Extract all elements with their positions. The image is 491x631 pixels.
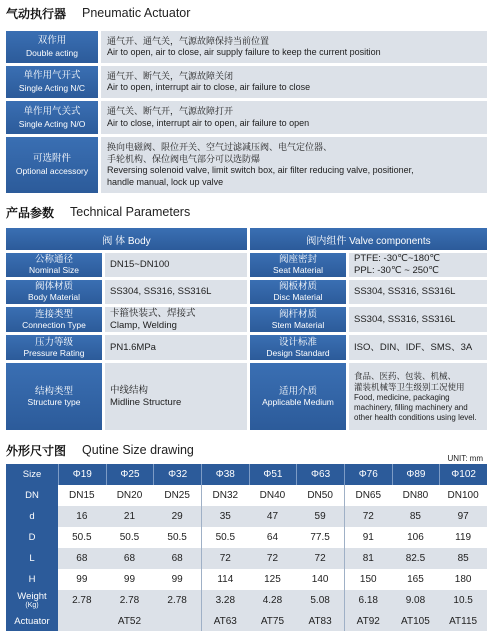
value-line: SS304, SS316, SS316L <box>354 313 456 325</box>
value-small-line: other health conditions using level. <box>354 412 477 422</box>
actuator-model-cell: AT63 <box>201 611 249 631</box>
param-label <box>6 280 102 304</box>
actuator-row-value <box>101 137 487 193</box>
size-cell: 72 <box>249 548 297 569</box>
value-line: ISO、DIN、IDF、SMS、3A <box>354 341 473 353</box>
value-line: 换向电磁阀、限位开关、空气过滤减压阀、电气定位器、 <box>107 142 333 152</box>
param-value <box>105 253 247 277</box>
outline-title-en: Qutine Size drawing <box>82 443 194 457</box>
param-value <box>349 363 487 430</box>
outline-section-title <box>6 441 194 459</box>
value-line: Clamp, Welding <box>110 319 177 331</box>
actuator-row <box>6 66 487 98</box>
value-line: 通气开、断气关，气源故障关闭 <box>107 70 234 81</box>
actuator-model-cell: AT75 <box>249 611 297 631</box>
value-line: 中线结构 <box>110 384 149 396</box>
body-column-header: 阀 体 Body <box>6 228 247 250</box>
size-cell: 72 <box>344 506 392 527</box>
size-cell: 4.28 <box>249 590 297 611</box>
actuator-row-value <box>101 66 487 98</box>
label-cn: 可选附件 <box>32 153 71 164</box>
size-cell: DN25 <box>164 490 190 501</box>
label-en: Connection Type <box>22 319 86 330</box>
size-cell: Φ102 <box>439 464 487 485</box>
size-row <box>6 590 487 611</box>
size-cell: 16 <box>58 506 106 527</box>
param-value <box>105 335 247 360</box>
actuator-row-label <box>6 101 98 134</box>
param-label <box>250 335 346 360</box>
size-cell: 85 <box>392 506 440 527</box>
size-cell: Φ38 <box>201 464 249 485</box>
size-cell: DN100 <box>447 490 479 501</box>
size-cell: Φ76 <box>344 464 392 485</box>
size-row <box>6 569 487 590</box>
size-cell: 119 <box>455 532 472 543</box>
param-value <box>105 307 247 332</box>
size-cell: 72 <box>201 548 249 569</box>
size-cell: 6.18 <box>344 590 392 611</box>
technical-section-title <box>6 203 190 221</box>
size-cell: 5.08 <box>296 590 344 611</box>
unit-label: UNIT: mm <box>447 454 483 463</box>
label-cn: 单作用气关式 <box>23 105 81 117</box>
value-line: Midline Structure <box>110 396 182 408</box>
param-label <box>250 280 346 304</box>
size-cell: 77.5 <box>310 532 330 543</box>
label-cn: 阀座密封 <box>278 254 317 265</box>
size-cell: Φ51 <box>249 464 297 485</box>
label-cn: 阀板材质 <box>278 281 317 292</box>
value-line: PTFE: -30℃~180℃ <box>354 253 441 264</box>
technical-title-en: Technical Parameters <box>70 205 191 219</box>
actuator-model-cell: AT92 <box>344 611 392 631</box>
label-cn: 压力等级 <box>34 336 73 348</box>
size-cell: 2.78 <box>58 590 106 611</box>
size-cell: DN15 <box>69 490 95 501</box>
actuator-title-en: Pneumatic Actuator <box>82 6 191 20</box>
param-label <box>250 253 346 277</box>
size-cell: 140 <box>311 574 329 585</box>
size-cell: 3.28 <box>201 590 249 611</box>
label-en: Design Standard <box>266 347 330 358</box>
size-cell: 97 <box>439 506 487 527</box>
size-header-row <box>6 464 487 485</box>
row-head <box>6 590 58 611</box>
value-line: SS304, SS316, SS316L <box>110 286 212 297</box>
size-cell: 2.78 <box>106 590 154 611</box>
label-en: Seat Material <box>272 265 324 275</box>
size-cell: 99 <box>123 574 136 585</box>
actuator-row <box>6 137 487 193</box>
size-cell: DN50 <box>307 490 333 501</box>
size-cell: 150 <box>344 569 392 590</box>
label-en: Pressure Rating <box>23 347 85 358</box>
size-cell: DN65 <box>344 485 392 506</box>
actuator-row <box>6 101 487 134</box>
param-value <box>349 280 487 304</box>
size-cell: 9.08 <box>392 590 440 611</box>
label-en: Double acting <box>26 48 78 58</box>
size-cell: 50.5 <box>201 527 249 548</box>
label-cn: 双作用 <box>37 35 67 46</box>
size-cell: Φ89 <box>392 464 440 485</box>
label-cn: 单作用气开式 <box>23 70 81 81</box>
size-cell: 114 <box>201 569 249 590</box>
value-line: Air to close, interrupt air to open, air failure to open <box>107 117 310 128</box>
value-line: Air to open, interrupt air to close, air failure to close <box>107 82 311 92</box>
value-line: Air to open, air to close, air supply failure to keep the current position <box>107 47 381 57</box>
size-cell: Φ32 <box>153 464 201 485</box>
label-en: Applicable Medium <box>262 396 334 407</box>
size-row <box>6 527 487 548</box>
actuator-row-value <box>101 101 487 134</box>
row-head: D <box>6 527 58 548</box>
size-cell: 47 <box>249 506 297 527</box>
label-cn: 连接类型 <box>34 308 73 320</box>
size-cell: 29 <box>153 506 201 527</box>
label-cn: 阀杆材质 <box>278 308 317 320</box>
param-value <box>349 307 487 332</box>
size-cell: 72 <box>296 548 344 569</box>
size-cell: DN20 <box>116 490 143 501</box>
actuator-model-cell: AT83 <box>296 611 344 631</box>
size-row <box>6 506 487 527</box>
row-head: Size <box>6 464 58 485</box>
size-cell: 10.5 <box>439 590 487 611</box>
value-line: 卡箍快装式、焊接式 <box>110 307 196 319</box>
actuator-row-label <box>6 66 98 98</box>
size-cell: 2.78 <box>153 590 201 611</box>
size-cell: 180 <box>454 574 472 585</box>
param-label <box>6 253 102 277</box>
param-value <box>105 280 247 304</box>
size-row <box>6 548 487 569</box>
label-en: Structure type <box>27 396 81 407</box>
value-line: handle manual, lock up valve <box>107 176 224 187</box>
size-row <box>6 485 487 506</box>
param-value <box>105 363 247 430</box>
actuator-model-cell: AT105 <box>392 611 440 631</box>
label-en: Single Acting N/C <box>18 83 86 93</box>
size-cell: 68 <box>153 548 201 569</box>
size-cell: 50.5 <box>72 532 92 543</box>
value-small-line: Food, medicine, packaging <box>354 392 450 402</box>
size-cell: 106 <box>407 532 424 543</box>
label-cn: 阀体材质 <box>34 281 73 292</box>
value-line: 手轮机构、保位阀电气部分可以选防爆 <box>107 153 261 164</box>
param-label <box>250 307 346 332</box>
value-line: PPL: -30℃ ~ 250℃ <box>354 265 439 276</box>
value-line: 灌装机械等卫生级别工况使用 <box>354 381 465 392</box>
size-cell: 125 <box>264 574 281 585</box>
technical-title-cn: 产品参数 <box>6 205 55 220</box>
value-line: 食品、医药、包装、机械、 <box>354 370 457 381</box>
label-en: Single Acting N/O <box>18 118 86 129</box>
row-head: DN <box>6 485 58 506</box>
size-cell: 21 <box>106 506 154 527</box>
row-head-text: Weight <box>17 590 47 602</box>
label-en: Body Material <box>28 292 80 302</box>
param-label <box>6 307 102 332</box>
actuator-section-title <box>6 4 190 22</box>
row-head-sub: (Kg) <box>25 601 39 609</box>
size-cell: 50.5 <box>167 532 187 543</box>
size-cell: 81 <box>344 548 392 569</box>
size-cell: 64 <box>266 532 279 543</box>
actuator-title-cn: 气动执行器 <box>6 6 67 21</box>
label-en: Nominal Size <box>28 265 80 275</box>
param-label <box>6 335 102 360</box>
label-cn: 适用介质 <box>278 385 317 397</box>
label-en: Stem Material <box>271 319 325 330</box>
actuator-row-label <box>6 31 98 63</box>
row-head: L <box>6 548 58 569</box>
size-cell: DN32 <box>201 485 249 506</box>
label-en: Optional accessory <box>15 166 89 176</box>
value-line: PN1.6MPa <box>110 341 156 353</box>
row-head: d <box>6 506 58 527</box>
param-value <box>349 253 487 277</box>
actuator-row-value <box>101 31 487 63</box>
size-cell: 68 <box>106 548 154 569</box>
label-cn: 结构类型 <box>34 385 73 397</box>
label-en: Disc Material <box>273 292 323 302</box>
param-label <box>6 363 102 430</box>
value-line: Reversing solenoid valve, limit switch box, air filter reducing valve, positioner, <box>107 165 414 175</box>
value-line: DN15~DN100 <box>110 259 170 270</box>
size-cell: 165 <box>407 574 424 585</box>
size-cell: 68 <box>58 548 106 569</box>
actuator-model-cell: AT115 <box>439 611 487 631</box>
size-cell: DN40 <box>259 490 286 501</box>
size-cell: 82.5 <box>392 548 440 569</box>
actuator-model-cell: AT52 <box>58 611 201 631</box>
size-cell: 59 <box>296 506 344 527</box>
param-label <box>250 363 346 430</box>
value-line: 通气开、通气关，气源故障保持当前位置 <box>107 35 270 46</box>
row-head: Actuator <box>6 611 58 631</box>
actuator-row <box>6 31 487 63</box>
param-value <box>349 335 487 360</box>
actuator-row-label <box>6 137 98 193</box>
row-head: H <box>6 569 58 590</box>
size-cell: 91 <box>344 527 392 548</box>
value-small-line: machinery, filling machinery and <box>354 402 468 412</box>
actuator-size-row <box>6 611 487 631</box>
value-line: 通气关、断气开，气源故障打开 <box>107 106 234 116</box>
size-cell: 50.5 <box>119 532 140 543</box>
label-cn: 设计标准 <box>278 336 317 348</box>
size-cell: Φ19 <box>58 464 106 485</box>
size-cell: Φ25 <box>106 464 154 485</box>
size-cell: Φ63 <box>296 464 344 485</box>
size-table <box>6 464 487 631</box>
size-cell: 85 <box>439 548 487 569</box>
value-line: SS304, SS316, SS316L <box>354 286 456 297</box>
size-cell: 99 <box>76 574 88 585</box>
size-cell: DN80 <box>402 490 429 501</box>
size-cell: 35 <box>201 506 249 527</box>
size-cell: 99 <box>171 574 183 585</box>
label-cn: 公称通径 <box>34 254 73 265</box>
outline-title-cn: 外形尺寸图 <box>6 443 67 458</box>
valve-components-header: 阀内组件 Valve components <box>250 228 487 250</box>
